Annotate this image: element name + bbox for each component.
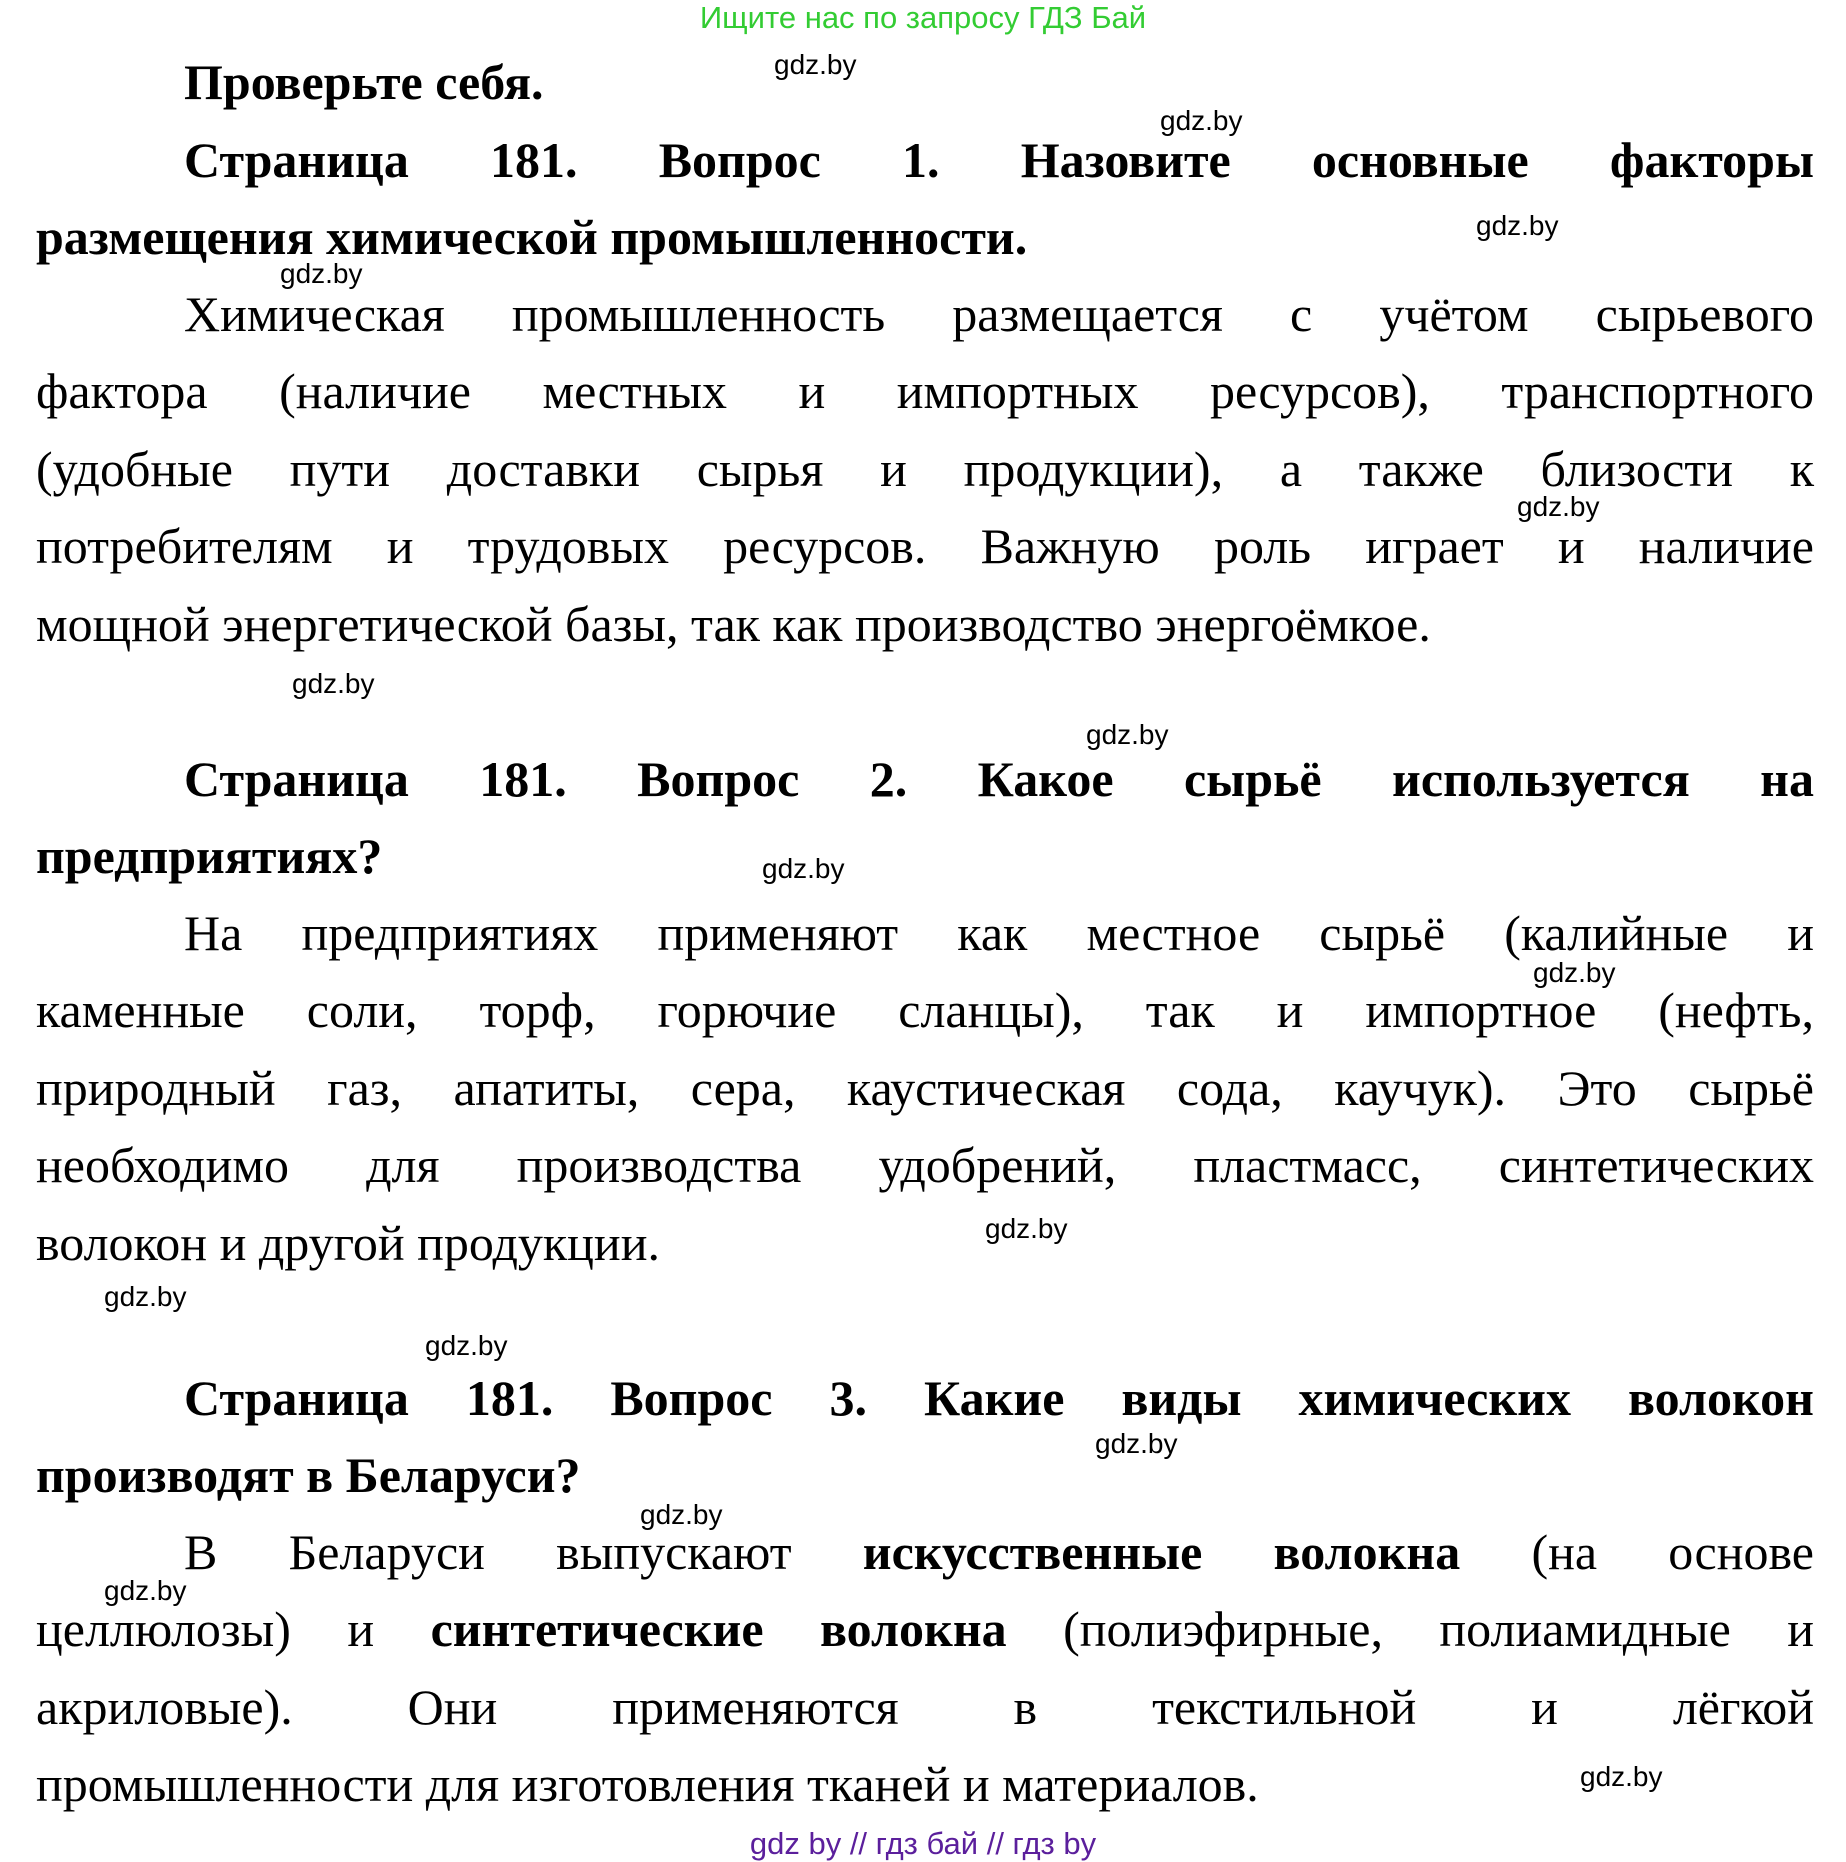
question-3-heading	[36, 1360, 1814, 1515]
text-line	[36, 1514, 1814, 1591]
text-line	[36, 44, 1814, 121]
text-segment: природный газ, апатиты, сера, каустическая сода, каучук). Это сырьё	[36, 1059, 1814, 1116]
text-segment: каменные соли, торф, горючие сланцы), так и импортное (нефть,	[36, 982, 1814, 1039]
text-segment: целлюлозы) и	[36, 1601, 431, 1658]
bold-term: синтетические волокна	[430, 1601, 1007, 1658]
text-segment: необходимо для производства удобрений, пластмасс, синтетических	[36, 1137, 1814, 1194]
watermark: gdz.by	[762, 853, 845, 884]
watermark: gdz.by	[1095, 1428, 1178, 1459]
watermark: gdz.by	[1476, 210, 1559, 241]
watermark: gdz.by	[774, 49, 857, 80]
text-segment: Страница 181. Вопрос 2. Какое сырьё используется на	[184, 751, 1814, 807]
text-line	[36, 1360, 1814, 1437]
text-segment: мощной энергетической базы, так как производство энергоёмкое.	[36, 595, 1431, 652]
watermark: gdz.by	[1580, 1761, 1663, 1792]
text-segment: Страница 181. Вопрос 1. Назовите основные факторы	[184, 132, 1814, 188]
text-line	[36, 1746, 1814, 1823]
text-segment: производят в Беларуси?	[36, 1447, 581, 1504]
text-segment: Страница 181. Вопрос 3. Какие виды химических волокон	[184, 1370, 1814, 1426]
watermark: gdz.by	[640, 1499, 723, 1530]
text-line	[36, 1205, 1814, 1282]
text-segment: потребителям и трудовых ресурсов. Важную роль играет и наличие	[36, 518, 1814, 575]
footer-links: gdz by // гдз бай // гдз by	[749, 1826, 1097, 1861]
bold-term: искусственные волокна	[862, 1524, 1461, 1580]
text-line	[36, 1437, 1814, 1514]
watermark: gdz.by	[985, 1213, 1068, 1244]
text-line	[36, 1591, 1814, 1668]
text-line	[36, 122, 1814, 199]
text-segment: (удобные пути доставки сырья и продукции), а также близости к	[36, 440, 1814, 497]
watermark: gdz.by	[425, 1330, 508, 1361]
text-segment: фактора (наличие местных и импортных ресурсов), транспортного	[36, 363, 1814, 420]
text-segment: (на основе	[1460, 1524, 1814, 1580]
text-line	[36, 353, 1814, 430]
watermark: gdz.by	[1086, 719, 1169, 750]
text-segment: На предприятиях применяют как местное сырьё (калийные и	[184, 905, 1814, 961]
text-line	[36, 741, 1814, 818]
watermark: gdz.by	[1160, 105, 1243, 136]
text-segment: промышленности для изготовления тканей и материалов.	[36, 1756, 1259, 1813]
text-line	[36, 1669, 1814, 1746]
text-segment: В Беларуси выпускают	[184, 1524, 863, 1580]
search-banner: Ищите нас по запросу ГДЗ Бай	[699, 0, 1147, 35]
text-segment: Химическая промышленность размещается с учётом сырьевого	[184, 286, 1814, 342]
text-segment: предприятиях?	[36, 828, 383, 885]
answer-2-text	[36, 895, 1814, 1282]
text-line	[36, 818, 1814, 895]
question-1-heading	[36, 122, 1814, 277]
watermark: gdz.by	[1517, 491, 1600, 522]
text-line	[36, 1050, 1814, 1127]
watermark: gdz.by	[104, 1575, 187, 1606]
watermark: gdz.by	[104, 1281, 187, 1312]
question-2-heading	[36, 741, 1814, 896]
watermark: gdz.by	[292, 668, 375, 699]
text-segment: Проверьте себя.	[184, 54, 544, 110]
text-segment: волокон и другой продукции.	[36, 1214, 660, 1271]
text-line	[36, 586, 1814, 663]
section-title	[36, 44, 1814, 121]
text-segment: акриловые). Они применяются в текстильной и лёгкой	[36, 1678, 1814, 1735]
text-segment: (полиэфирные, полиамидные и	[1006, 1601, 1815, 1658]
text-line	[36, 1127, 1814, 1204]
watermark: gdz.by	[280, 258, 363, 289]
watermark: gdz.by	[1533, 957, 1616, 988]
answer-1-text	[36, 276, 1814, 663]
answer-3-text	[36, 1514, 1814, 1824]
text-segment: размещения химической промышленности.	[36, 209, 1028, 266]
